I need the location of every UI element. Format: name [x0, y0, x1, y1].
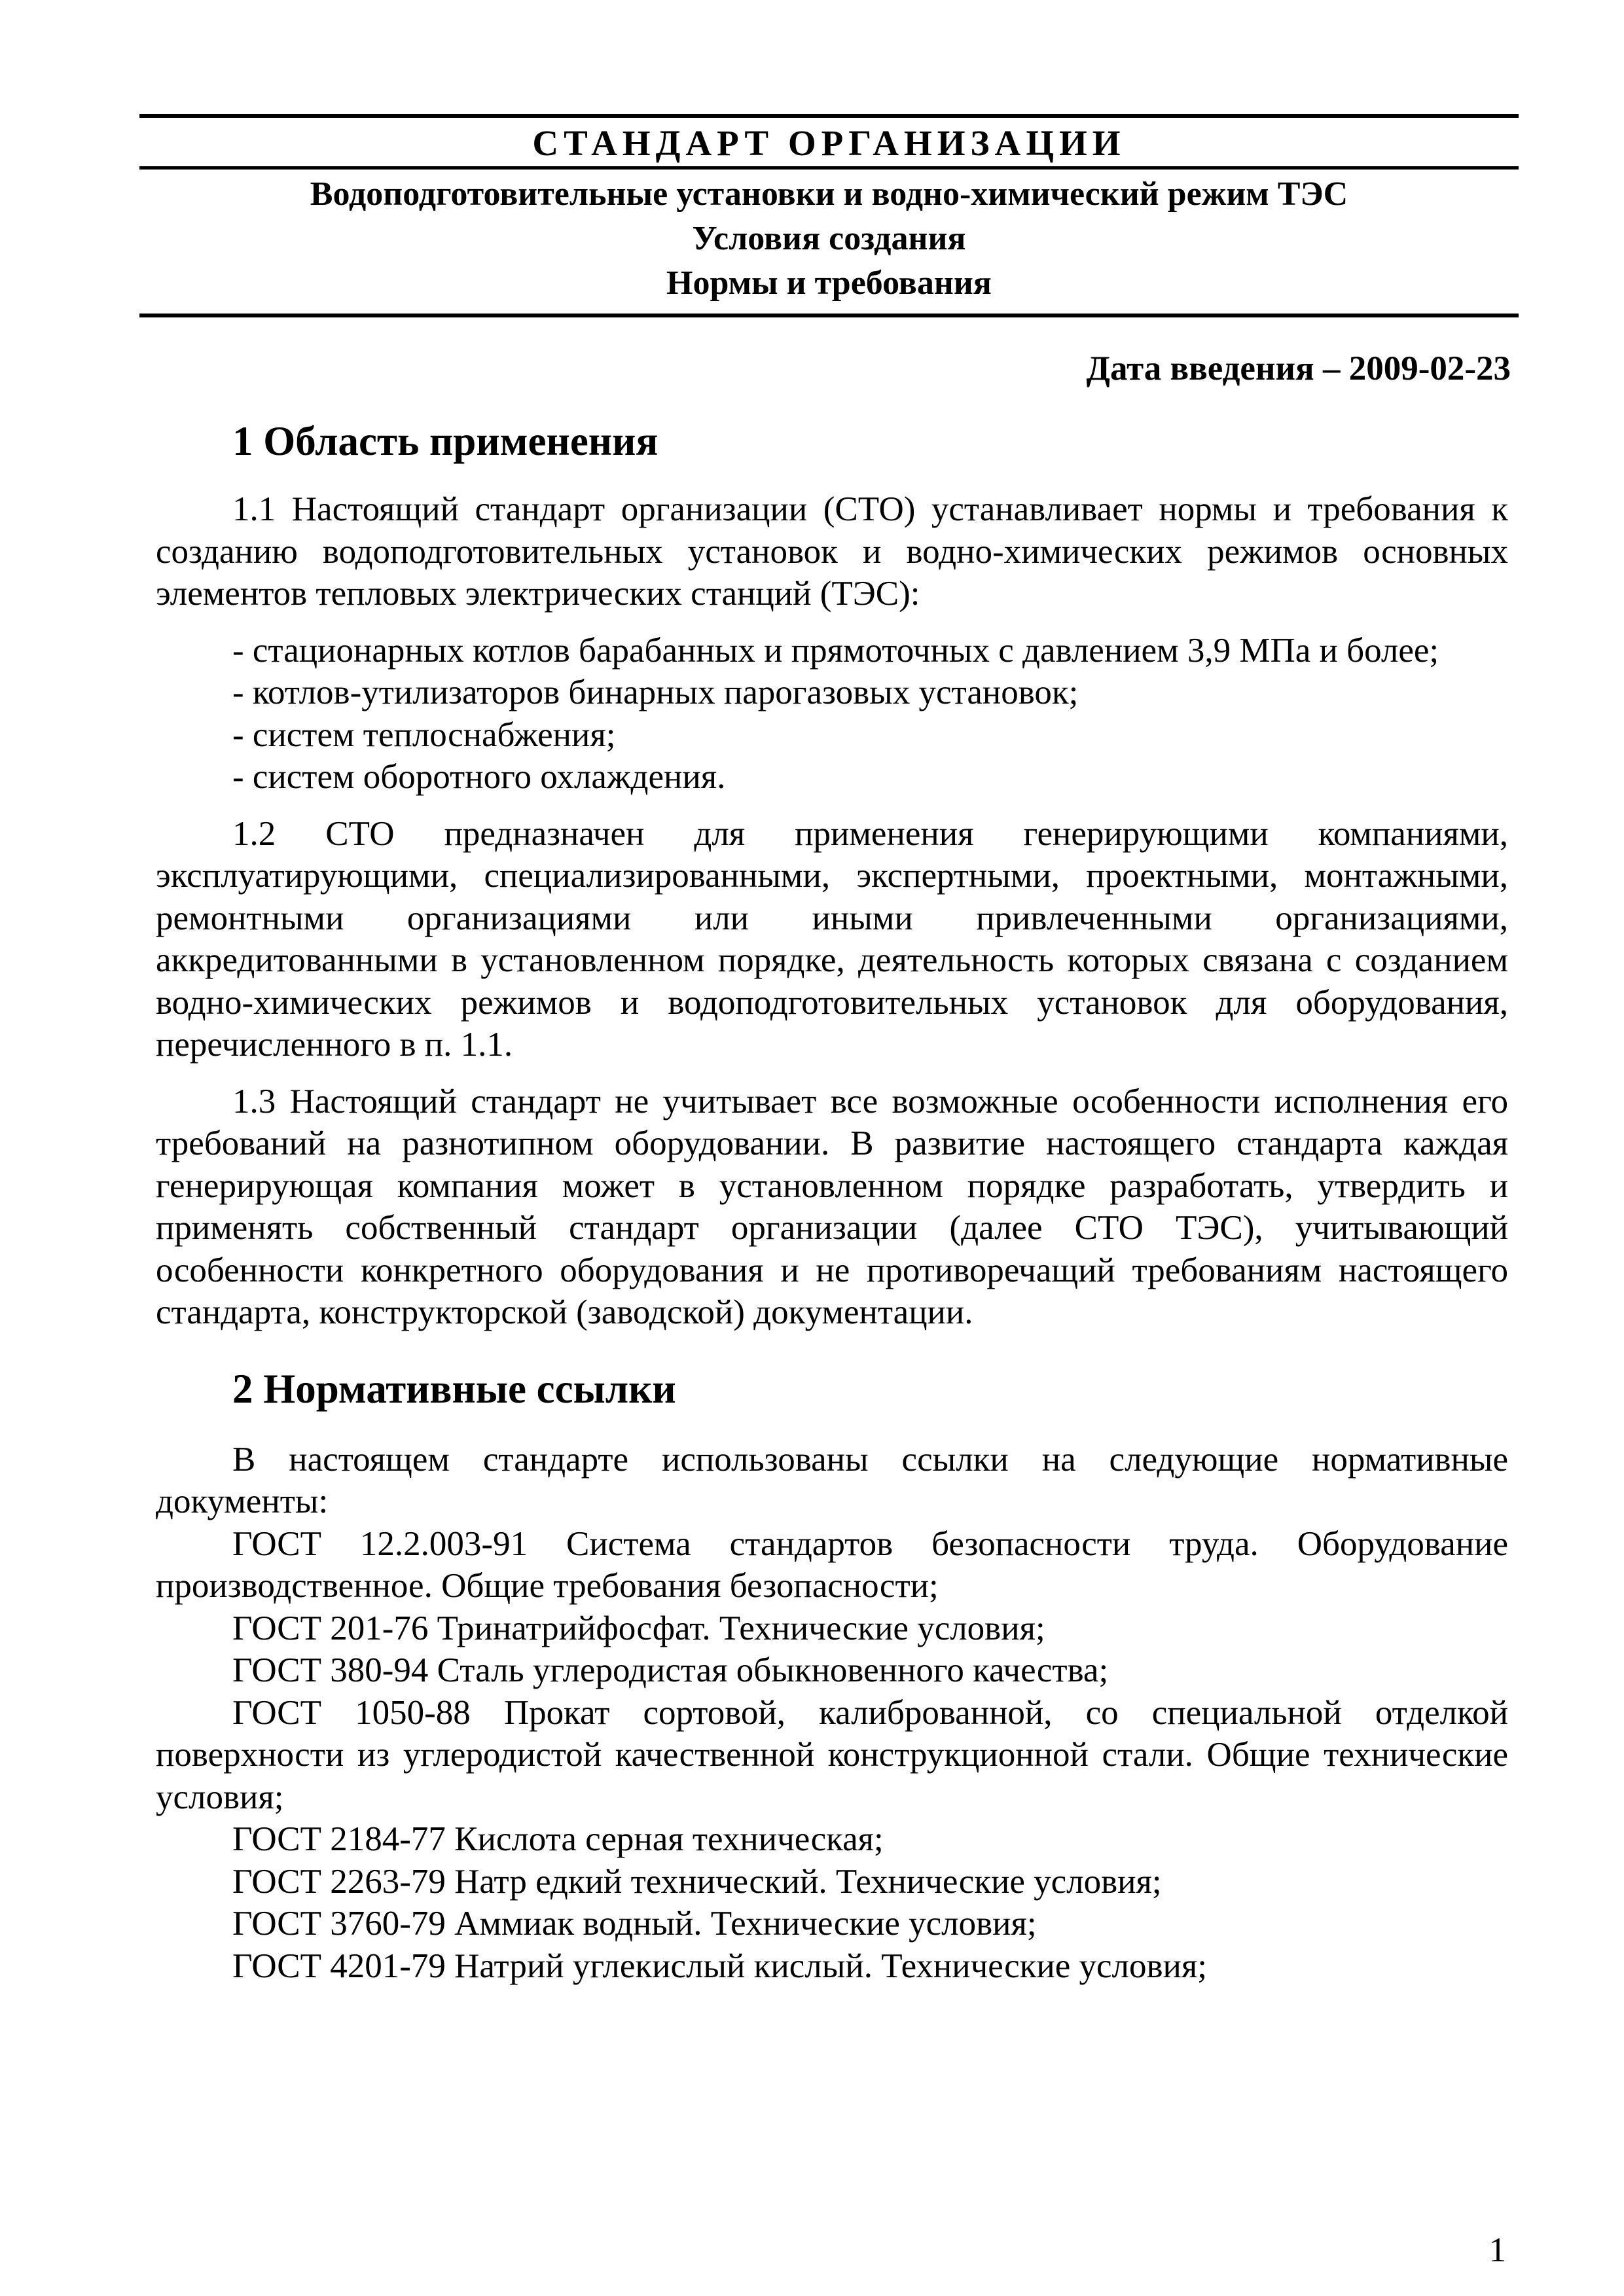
paragraph-1-2: 1.2 СТО предназначен для применения генерирующими компаниями, эксплуатирующими, специализированными, экспертными, проектными, монтажными, ремонтными организациями или иными привлеченными организациями, аккредитованными в установленном порядке, деятельность которых связана с созданием водно-химических режимов и водоподготовительных установок для оборудования, перечисленного в п. 1.1.	[156, 814, 1508, 1064]
standard-subtitle	[139, 170, 1519, 314]
org-standard-title: СТАНДАРТ ОРГАНИЗАЦИИ	[532, 123, 1126, 163]
reference-item: ГОСТ 2184-77 Кислота серная техническая;	[232, 1820, 884, 1858]
page-number: 1	[1489, 2231, 1506, 2269]
document-body	[156, 415, 1508, 1987]
subtitle-line: Условия создания	[692, 220, 966, 257]
list-item: - котлов-утилизаторов бинарных парогазовых установок;	[232, 673, 1079, 711]
section-heading-references: 2 Нормативные ссылки	[232, 1365, 676, 1412]
header-bottom-rule	[139, 314, 1519, 317]
list-item: - систем оборотного охлаждения.	[232, 758, 726, 796]
reference-item: ГОСТ 380-94 Сталь углеродистая обыкновенного качества;	[232, 1651, 1109, 1689]
paragraph-1-3: 1.3 Настоящий стандарт не учитывает все возможные особенности исполнения его требований на разнотипном оборудовании. В развитие настоящего стандарта каждая генерирующая компания может в установленном порядке разработать, утвердить и применять собственный стандарт организации (далее СТО ТЭС), учитывающий особенности конкретного оборудования и не противоречащий требованиям настоящего стандарта, конструкторской (заводской) документации.	[156, 1082, 1508, 1331]
section-heading-scope: 1 Область применения	[232, 418, 659, 464]
reference-item: ГОСТ 2263-79 Натр едкий технический. Технические условия;	[232, 1862, 1162, 1901]
references-intro: В настоящем стандарте использованы ссылки на следующие нормативные документы:	[156, 1440, 1508, 1520]
reference-item: ГОСТ 12.2.003-91 Система стандартов безопасности труда. Оборудование производственное. Общие требования безопасности;	[156, 1524, 1508, 1605]
introduction-date: Дата введения – 2009-02-23	[1086, 350, 1511, 387]
scope-list	[156, 630, 1508, 798]
list-item: - стационарных котлов барабанных и прямоточных с давлением 3,9 МПа и более;	[232, 631, 1439, 670]
list-item: - систем теплоснабжения;	[232, 715, 616, 754]
header-top-rule	[139, 114, 1519, 118]
reference-item: ГОСТ 1050-88 Прокат сортовой, калиброванной, со специальной отделкой поверхности из углеродистой качественной конструкционной стали. Общие технические условия;	[156, 1693, 1508, 1816]
paragraph-1-1: 1.1 Настоящий стандарт организации (СТО) устанавливает нормы и требования к созданию водоподготовительных установок и водно-химических режимов основных элементов тепловых электрических станций (ТЭС):	[156, 490, 1508, 613]
subtitle-line: Водоподготовительные установки и водно-химический режим ТЭС	[310, 175, 1348, 213]
reference-item: ГОСТ 201-76 Тринатрийфосфат. Технические условия;	[232, 1609, 1045, 1647]
reference-item: ГОСТ 3760-79 Аммиак водный. Технические условия;	[232, 1905, 1037, 1943]
standard-header	[139, 114, 1519, 317]
reference-item: ГОСТ 4201-79 Натрий углекислый кислый. Технические условия;	[232, 1946, 1207, 1985]
subtitle-line: Нормы и требования	[666, 264, 992, 302]
